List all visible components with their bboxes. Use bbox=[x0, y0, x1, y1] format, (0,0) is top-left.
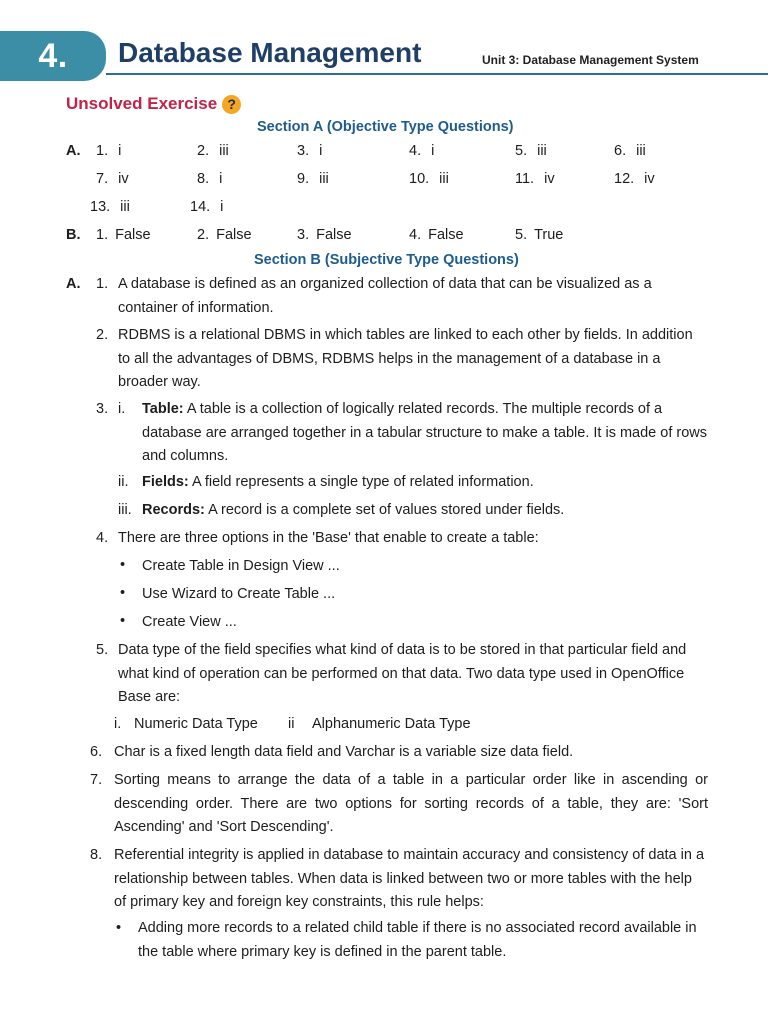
q4-bullet-item: Create Table in Design View ... bbox=[142, 558, 340, 574]
answer-number: 4. bbox=[409, 143, 422, 159]
q6-number: 6. bbox=[90, 744, 103, 760]
q3-table-item bbox=[142, 398, 708, 469]
q3-records-item bbox=[142, 499, 708, 523]
q3-number: 3. bbox=[96, 401, 109, 417]
objective-a-answer bbox=[96, 171, 129, 187]
q3-item-roman: ii. bbox=[118, 474, 129, 490]
answer-value: i bbox=[219, 171, 223, 187]
answer-number: 5. bbox=[515, 227, 528, 243]
bullet-icon: • bbox=[120, 585, 126, 601]
q6-text: Char is a fixed length data field and Varchar is a variable size data field. bbox=[114, 744, 574, 760]
answer-value: iii bbox=[636, 143, 646, 159]
answer-number: 13. bbox=[90, 199, 111, 215]
q4-bullet-item: Use Wizard to Create Table ... bbox=[142, 586, 336, 602]
bullet-icon: • bbox=[116, 920, 122, 936]
objective-a-label: A. bbox=[66, 143, 81, 159]
answer-number: 9. bbox=[297, 171, 310, 187]
answer-number: 1. bbox=[96, 227, 109, 243]
answer-value: iv bbox=[544, 171, 555, 187]
answer-value: iii bbox=[120, 199, 130, 215]
objective-a-answer bbox=[190, 199, 223, 215]
answer-number: 14. bbox=[190, 199, 211, 215]
q2-text: RDBMS is a relational DBMS in which tables are linked to each other by fields. In addition to all the advantages of DBMS, RDBMS helps in the management of a database in a broader way. bbox=[118, 327, 693, 390]
answer-number: 8. bbox=[197, 171, 210, 187]
answer-value: i bbox=[220, 199, 224, 215]
section-b-heading: Section B (Subjective Type Questions) bbox=[254, 252, 519, 268]
answer-number: 10. bbox=[409, 171, 430, 187]
answer-number: 11. bbox=[515, 171, 535, 187]
answer-value: True bbox=[534, 227, 564, 243]
q5-type-item: Alphanumeric Data Type bbox=[312, 716, 471, 732]
q5-text: Data type of the field specifies what kind of data is to be stored in that particular field and what kind of operation can be performed on that data. Two data type used in OpenOffice Base are: bbox=[118, 642, 687, 705]
answer-number: 2. bbox=[197, 143, 210, 159]
q5-number: 5. bbox=[96, 642, 109, 658]
chapter-number: 4. bbox=[0, 31, 106, 81]
answer-number: 3. bbox=[297, 227, 310, 243]
answer-value: iii bbox=[219, 143, 229, 159]
q3-definition: A record is a complete set of values stored under fields. bbox=[208, 502, 565, 518]
answer-value: iii bbox=[319, 171, 329, 187]
q2-number: 2. bbox=[96, 327, 109, 343]
bullet-icon: • bbox=[120, 613, 126, 629]
answer-number: 6. bbox=[614, 143, 627, 159]
q3-fields-item bbox=[142, 471, 708, 495]
q8-number: 8. bbox=[90, 847, 103, 863]
q8-bullet-item: Adding more records to a related child table if there is no associated record available in the table where primary key is defined in the parent table. bbox=[138, 920, 697, 960]
objective-b-label: B. bbox=[66, 227, 81, 243]
objective-a-answer bbox=[197, 143, 229, 159]
q7-text: Sorting means to arrange the data of a table in a particular order like in ascending or descending order. There are two options for sorting records of a table, they are: 'Sort Ascending' and 'Sort Descending'. bbox=[114, 772, 708, 835]
q7-number: 7. bbox=[90, 772, 103, 788]
subjective-a-label: A. bbox=[66, 276, 81, 292]
answer-number: 2. bbox=[197, 227, 210, 243]
answer-value: False bbox=[428, 227, 464, 243]
section-a-heading: Section A (Objective Type Questions) bbox=[257, 119, 514, 135]
q3-definition: A table is a collection of logically related records. The multiple records of a database are arranged together in a tabular structure to make a table. It is made of rows and columns. bbox=[142, 401, 708, 464]
answer-value: False bbox=[115, 227, 151, 243]
answer-number: 7. bbox=[96, 171, 109, 187]
answer-value: iii bbox=[537, 143, 547, 159]
q3-item-roman: iii. bbox=[118, 502, 132, 518]
q8-text: Referential integrity is applied in database to maintain accuracy and consistency of data in a relationship between tables. When data is linked between two or more tables with the help of primary key and foreign key constraints, this rule helps: bbox=[114, 847, 705, 910]
answer-value: iv bbox=[118, 171, 129, 187]
objective-b-answer bbox=[409, 227, 464, 243]
bullet-icon: • bbox=[120, 557, 126, 573]
q1-number: 1. bbox=[96, 276, 109, 292]
q4-bullet-item: Create View ... bbox=[142, 614, 237, 630]
objective-a-answer bbox=[409, 143, 434, 159]
objective-b-answer bbox=[96, 227, 151, 243]
objective-a-answer bbox=[297, 143, 322, 159]
answer-value: iii bbox=[439, 171, 449, 187]
chapter-header bbox=[0, 24, 768, 88]
q5-type-roman: i. bbox=[114, 716, 122, 732]
question-mark-icon: ? bbox=[222, 95, 241, 114]
q3-term: Table: bbox=[142, 401, 184, 417]
q5-type-roman: ii bbox=[288, 716, 295, 732]
answer-value: i bbox=[319, 143, 323, 159]
objective-b-answer bbox=[197, 227, 252, 243]
q4-text: There are three options in the 'Base' that enable to create a table: bbox=[118, 530, 539, 546]
objective-a-answer bbox=[90, 199, 130, 215]
exercise-heading bbox=[66, 94, 241, 114]
objective-a-answer bbox=[96, 143, 121, 159]
q3-item-roman: i. bbox=[118, 401, 126, 417]
objective-a-answer bbox=[409, 171, 449, 187]
q3-term: Records: bbox=[142, 502, 205, 518]
objective-a-answer bbox=[614, 143, 646, 159]
answer-number: 12. bbox=[614, 171, 635, 187]
unit-label: Unit 3: Database Management System bbox=[482, 53, 699, 67]
answer-value: False bbox=[216, 227, 252, 243]
q4-number: 4. bbox=[96, 530, 109, 546]
objective-b-answer bbox=[515, 227, 563, 243]
objective-b-answer bbox=[297, 227, 352, 243]
objective-a-answer bbox=[297, 171, 329, 187]
objective-a-answer bbox=[197, 171, 222, 187]
answer-value: False bbox=[316, 227, 352, 243]
chapter-title: Database Management bbox=[118, 37, 422, 68]
answer-number: 5. bbox=[515, 143, 528, 159]
q5-type-item: Numeric Data Type bbox=[134, 716, 258, 732]
answer-value: iv bbox=[644, 171, 655, 187]
objective-a-answer bbox=[614, 171, 655, 187]
answer-number: 1. bbox=[96, 143, 109, 159]
q1-text: A database is defined as an organized collection of data that can be visualized as a container of information. bbox=[118, 276, 652, 316]
objective-a-answer bbox=[515, 143, 547, 159]
q3-term: Fields: bbox=[142, 474, 189, 490]
title-underline bbox=[106, 73, 768, 75]
answer-number: 4. bbox=[409, 227, 422, 243]
answer-number: 3. bbox=[297, 143, 310, 159]
objective-a-answer bbox=[515, 171, 555, 187]
q3-definition: A field represents a single type of related information. bbox=[191, 474, 534, 490]
answer-value: i bbox=[431, 143, 435, 159]
answer-value: i bbox=[118, 143, 122, 159]
exercise-heading-text: Unsolved Exercise bbox=[66, 94, 218, 113]
